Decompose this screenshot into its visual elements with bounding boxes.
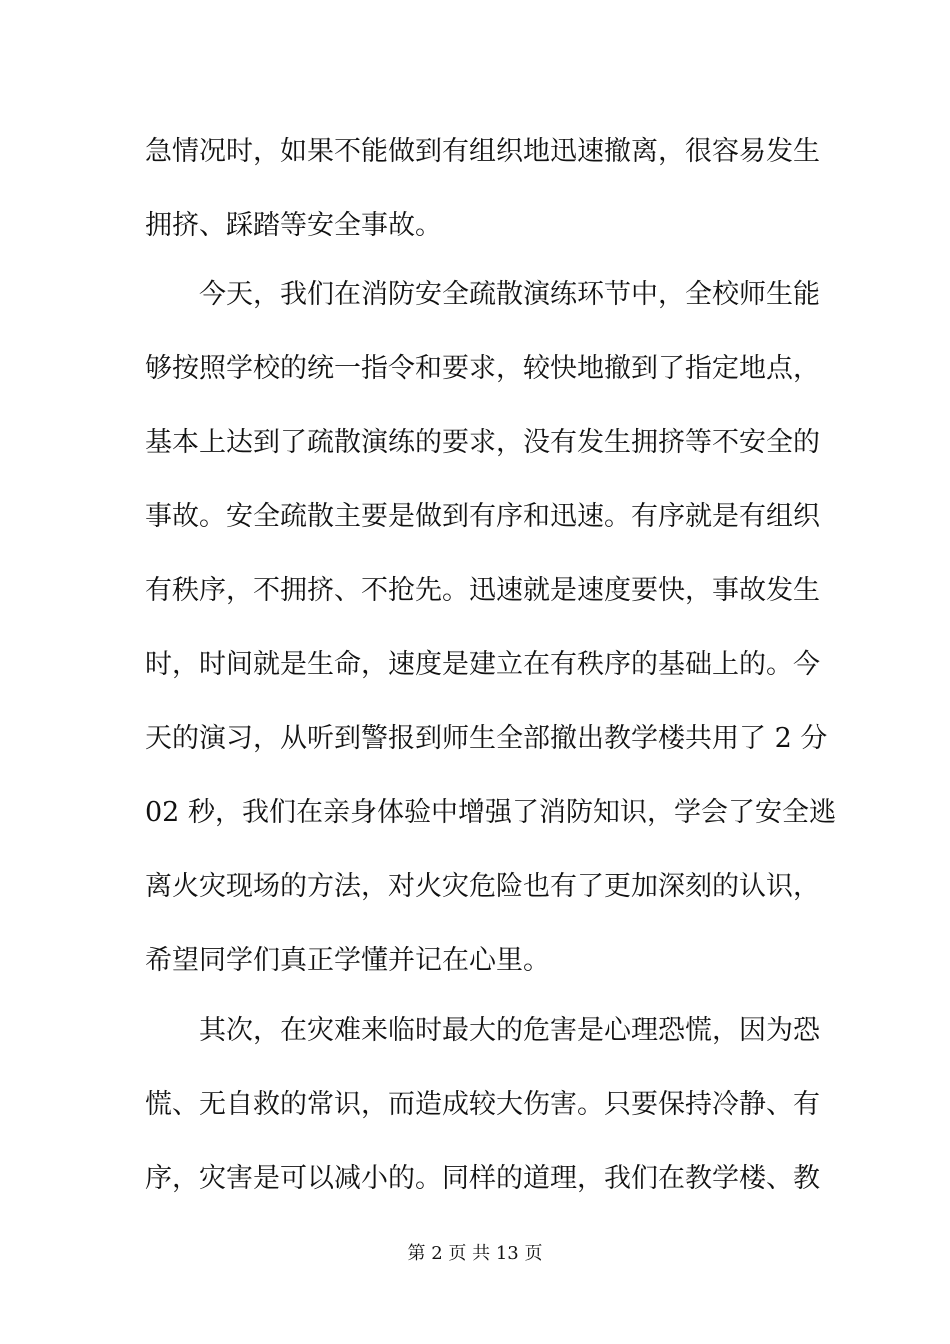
text-line: 序，灾害是可以减小的。同样的道理，我们在教学楼、教 <box>145 1163 820 1194</box>
text-line-content: 其次，在灾难来临时最大的危害是心理恐慌，因为恐 <box>199 1015 820 1046</box>
text-line: 慌、无自救的常识，而造成较大伤害。只要保持冷静、有 <box>145 1089 820 1120</box>
text-line: 有秩序，不拥挤、不抢先。迅速就是速度要快，事故发生 <box>145 575 820 606</box>
text-line: 够按照学校的统一指令和要求，较快地撤到了指定地点， <box>145 353 820 384</box>
page-number-footer: 第 2 页 共 13 页 <box>407 1243 543 1264</box>
text-line: 时，时间就是生命，速度是建立在有秩序的基础上的。今 <box>145 649 820 680</box>
text-line: 离火灾现场的方法，对火灾危险也有了更加深刻的认识， <box>145 871 820 902</box>
text-line: 拥挤、踩踏等安全事故。 <box>145 210 442 241</box>
text-line: 急情况时，如果不能做到有组织地迅速撤离，很容易发生 <box>145 136 820 167</box>
text-line: 希望同学们真正学懂并记在心里。 <box>145 945 550 976</box>
text-line: 事故。安全疏散主要是做到有序和迅速。有序就是有组织 <box>145 501 820 532</box>
text-line: 基本上达到了疏散演练的要求，没有发生拥挤等不安全的 <box>145 427 820 458</box>
text-line <box>145 1013 820 1049</box>
text-line: 02 秒，我们在亲身体验中增强了消防知识，学会了安全逃 <box>145 797 836 828</box>
text-line: 天的演习，从听到警报到师生全部撤出教学楼共用了 2 分 <box>145 723 828 754</box>
text-line <box>145 277 820 313</box>
text-line-content: 今天，我们在消防安全疏散演练环节中，全校师生能 <box>199 279 820 310</box>
